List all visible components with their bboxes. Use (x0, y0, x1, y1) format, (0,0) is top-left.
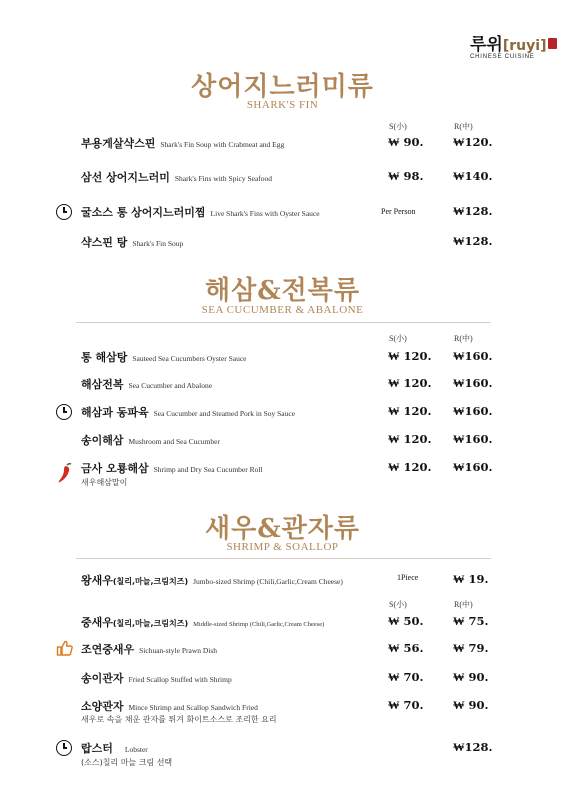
price-regular: ₩ 90. (453, 698, 489, 712)
menu-item-name: 조연중새우 (81, 643, 135, 656)
price-regular: ₩128. (453, 234, 493, 248)
column-header-regular: R(中) (454, 600, 473, 609)
menu-item (0, 460, 565, 488)
price-small: ₩ 56. (388, 641, 424, 655)
menu-item-name: 부용게살샥스핀 (81, 137, 156, 150)
logo-subtitle: CHINESE CUISINE (470, 54, 535, 60)
price-regular: ₩160. (453, 349, 493, 363)
section-title-sea-cucumber: 해삼&전복류 (204, 276, 361, 306)
menu-item-description: Mince Shrimp and Scallop Sandwich Fried (128, 703, 258, 712)
menu-item-name: 송이관자 (81, 672, 124, 685)
menu-item-name: 금사 오룡해삼 (81, 462, 149, 475)
menu-item-description: Shark's Fins with Spicy Seafood (174, 174, 273, 183)
menu-item (0, 169, 565, 185)
menu-item-description: Shark's Fin Soup (132, 239, 184, 248)
chili-icon (56, 462, 74, 484)
menu-item (0, 135, 565, 151)
portion-note: Per Person (381, 207, 416, 216)
menu-item-name: 샥스핀 탕 (81, 236, 128, 249)
menu-item (0, 234, 565, 250)
price-regular: ₩ 75. (453, 614, 489, 628)
menu-item-name: 중새우 (81, 616, 113, 629)
menu-item (0, 670, 565, 686)
section-divider (76, 558, 491, 559)
price-small: ₩ 120. (388, 376, 432, 390)
menu-item (0, 349, 565, 365)
price-small: ₩ 120. (388, 460, 432, 474)
restaurant-logo: 루위[ruyi] CHINESE CUISINE (470, 30, 560, 60)
menu-item (0, 698, 565, 726)
menu-item-description: Fried Scallop Stuffed with Shrimp (128, 675, 232, 684)
menu-item-note: (소스)칠리 마늘 크림 선택 (81, 758, 173, 767)
price-regular: ₩ 90. (453, 670, 489, 684)
price-regular: ₩128. (453, 740, 493, 754)
section-subtitle-sea-cucumber: SEA CUCUMBER & ABALONE (201, 304, 364, 316)
price-regular: ₩140. (453, 169, 493, 183)
column-header-small: S(小) (389, 122, 407, 131)
price-regular: ₩160. (453, 460, 493, 474)
menu-item-options: (칠리,마늘,크림치즈) (112, 619, 189, 628)
price-small: ₩ 70. (388, 670, 424, 684)
menu-item (0, 432, 565, 448)
menu-item-description: Shrimp and Dry Sea Cucumber Roll (153, 465, 263, 474)
price-regular: ₩160. (453, 404, 493, 418)
clock-icon (56, 204, 72, 220)
menu-item-description: Shark's Fin Soup with Crabmeat and Egg (160, 140, 285, 149)
price-regular: ₩120. (453, 135, 493, 149)
menu-item-name: 소양관자 (81, 700, 124, 713)
menu-item-name: 왕새우 (81, 574, 113, 587)
menu-item-name: 통 해삼탕 (81, 351, 128, 364)
menu-item-description: Mushroom and Sea Cucumber (128, 437, 220, 446)
menu-item (0, 376, 565, 392)
price-regular: ₩ 19. (453, 572, 489, 586)
section-subtitle-shrimp: SHRIMP & SOALLOP (226, 541, 339, 553)
section-title-shrimp: 새우&관자류 (204, 514, 361, 544)
menu-item (0, 614, 565, 630)
menu-item-note: 새우해삼말이 (81, 478, 128, 487)
price-regular: ₩160. (453, 376, 493, 390)
column-header-regular: R(中) (454, 334, 473, 343)
seal-icon (548, 38, 557, 49)
menu-item-name: 송이해삼 (81, 434, 124, 447)
price-regular: ₩160. (453, 432, 493, 446)
section-title-shark-fin: 상어지느러미류 (191, 72, 374, 102)
column-header-small: S(小) (389, 334, 407, 343)
menu-item-description: Jumbo-sized Shrimp (Chili,Garlic,Cream Cheese) (193, 577, 343, 586)
menu-item-note: 새우로 속을 채운 관자를 튀겨 화이트소스로 조리한 요리 (81, 715, 277, 724)
price-small: ₩ 120. (388, 404, 432, 418)
menu-item (0, 204, 565, 220)
menu-item-description: Live Shark's Fins with Oyster Sauce (210, 209, 320, 218)
menu-item-description: Sauteed Sea Cucumbers Oyster Sauce (132, 354, 247, 363)
menu-item-description: Sea Cucumber and Steamed Pork in Soy Sauce (153, 409, 296, 418)
clock-icon (56, 404, 72, 420)
price-small: ₩ 120. (388, 349, 432, 363)
menu-item-description: Middle-sized Shrimp (Chili,Garlic,Cream Cheese) (193, 621, 325, 628)
price-small: ₩ 98. (388, 169, 424, 183)
menu-item (0, 641, 565, 657)
thumbs-up-icon (56, 639, 74, 657)
menu-item-description: Lobster (124, 745, 148, 754)
menu-item-name: 삼선 상어지느러미 (81, 171, 170, 184)
menu-item (0, 740, 565, 768)
logo-korean: 루위 (470, 35, 503, 55)
menu-item-name: 해삼과 동파육 (81, 406, 149, 419)
menu-item-name: 굴소스 통 상어지느러미찜 (81, 206, 206, 219)
menu-item-description: Sea Cucumber and Abalone (128, 381, 213, 390)
menu-item-name: 랍스터 (81, 742, 113, 755)
price-small: ₩ 50. (388, 614, 424, 628)
menu-item (0, 404, 565, 420)
menu-item-options: (칠리,마늘,크림치즈) (112, 577, 189, 586)
clock-icon (56, 740, 72, 756)
section-subtitle-shark-fin: SHARK'S FIN (246, 99, 319, 111)
column-header-regular: R(中) (454, 122, 473, 131)
price-regular: ₩ 79. (453, 641, 489, 655)
price-regular: ₩128. (453, 204, 493, 218)
logo-english: ruyi (509, 38, 541, 54)
menu-item (0, 572, 565, 588)
menu-item-description: Sichuan-style Prawn Dish (139, 646, 218, 655)
portion-note: 1Piece (397, 573, 419, 582)
section-divider (76, 322, 491, 323)
menu-item-name: 해삼전복 (81, 378, 124, 391)
column-header-small: S(小) (389, 600, 407, 609)
price-small: ₩ 70. (388, 698, 424, 712)
price-small: ₩ 90. (388, 135, 424, 149)
price-small: ₩ 120. (388, 432, 432, 446)
